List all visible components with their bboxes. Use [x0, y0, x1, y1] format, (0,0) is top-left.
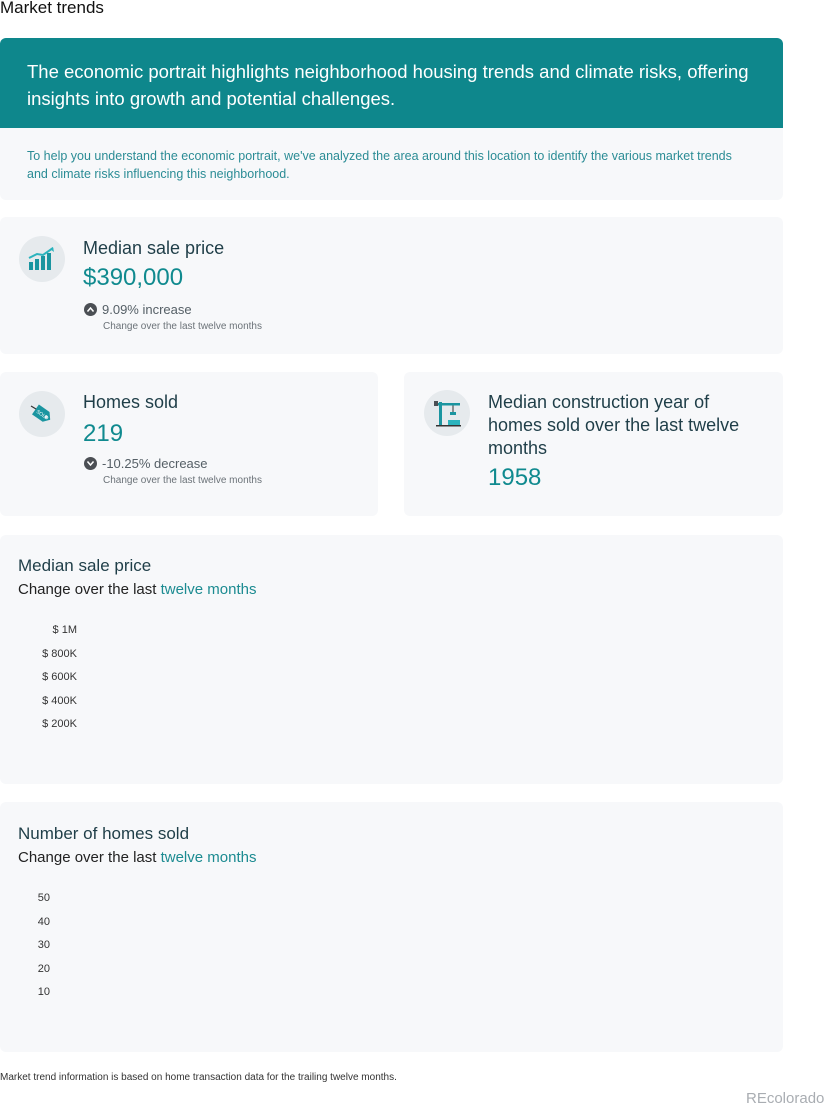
construction-year-label: Median construction year of homes sold over the last twelve months	[488, 392, 740, 458]
chart-subtitle	[18, 581, 256, 598]
median-sale-price-change-note: Change over the last twelve months	[103, 321, 262, 332]
y-tick-label: 40	[37, 916, 50, 928]
y-tick-label: 10	[37, 986, 50, 998]
y-tick-label: 50	[37, 892, 50, 904]
hero-headline: The economic portrait highlights neighborhood housing trends and climate risks, offering insights into growth and potential challenges.	[0, 38, 783, 128]
bar-chart-growth-icon	[19, 236, 65, 282]
median-sale-price-chart	[0, 535, 783, 784]
chart-title: Median sale price	[18, 556, 152, 575]
y-tick-label: $ 1M	[52, 624, 77, 636]
page-title: Market trends	[0, 0, 104, 17]
homes-sold-chart	[0, 802, 783, 1052]
arrow-up-icon	[84, 303, 97, 316]
median-sale-price-card	[0, 217, 783, 354]
svg-text:SOLD: SOLD	[34, 408, 50, 422]
chart-title: Number of homes sold	[18, 824, 190, 843]
homes-sold-value: 219	[83, 420, 124, 447]
median-sale-price-change-text: 9.09% increase	[102, 302, 192, 317]
chart-subtitle-accent: twelve months	[160, 849, 257, 866]
construction-year-card	[404, 372, 783, 516]
hero-description: To help you understand the economic portrait, we've analyzed the area around this location to identify the various market trends and climate risks influencing this neighborhood.	[27, 149, 732, 181]
watermark: REcolorado	[746, 1090, 825, 1106]
y-tick-label: 30	[37, 939, 50, 951]
chart-subtitle	[18, 849, 256, 866]
y-tick-label: $ 600K	[42, 671, 77, 683]
chart-subtitle-accent: twelve months	[160, 581, 257, 598]
construction-year-value: 1958	[488, 464, 542, 491]
homes-sold-label: Homes sold	[83, 392, 179, 412]
homes-sold-change-text: -10.25% decrease	[102, 456, 208, 471]
chart-subtitle-prefix: Change over the last	[18, 849, 157, 866]
sold-tag-icon	[19, 391, 65, 437]
footnote: Market trend information is based on home transaction data for the trailing twelve months.	[0, 1072, 397, 1083]
construction-crane-icon	[424, 390, 470, 436]
homes-sold-card	[0, 372, 378, 516]
median-sale-price-value: $390,000	[83, 264, 184, 291]
y-tick-label: $ 400K	[42, 695, 77, 707]
homes-sold-change-note: Change over the last twelve months	[103, 475, 262, 486]
y-tick-label: $ 200K	[42, 718, 77, 730]
economic-portrait-intro	[0, 38, 783, 200]
chart-subtitle-prefix: Change over the last	[18, 581, 157, 598]
homes-sold-change	[84, 456, 208, 471]
y-tick-label: $ 800K	[42, 648, 77, 660]
arrow-down-icon	[84, 457, 97, 470]
median-sale-price-label: Median sale price	[83, 238, 225, 258]
y-tick-label: 20	[37, 963, 50, 975]
median-sale-price-change	[84, 302, 192, 317]
